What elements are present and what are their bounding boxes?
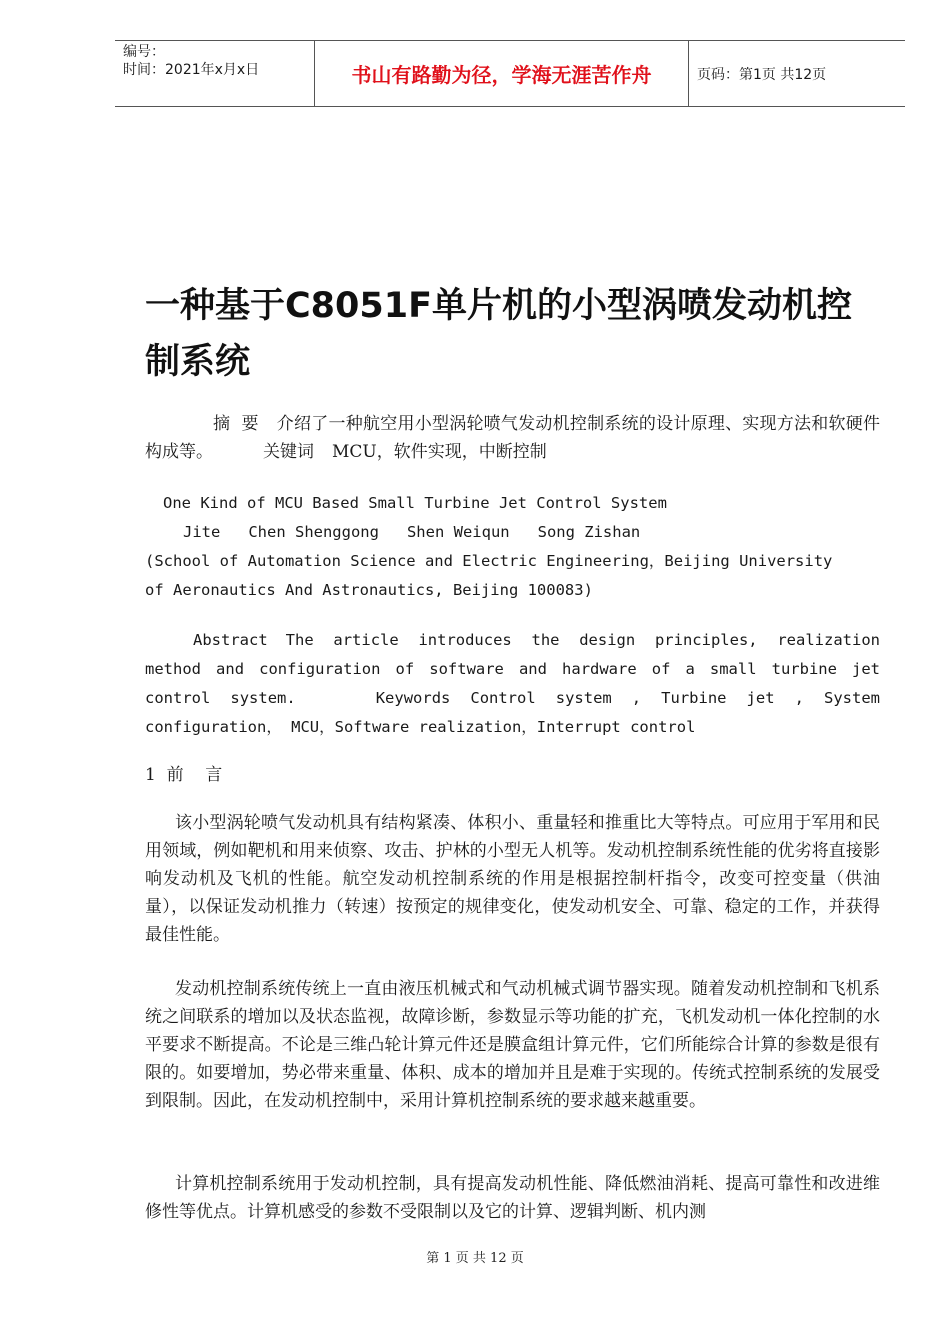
cn-abstract — [145, 410, 880, 466]
page-info: 页码：第1页 共12页 — [697, 66, 827, 83]
cn-abstract-label: 摘 要 — [213, 414, 259, 434]
time-label: 时间：2021年x月x日 — [123, 62, 260, 78]
en-abstract — [145, 626, 880, 742]
paragraph-3: 计算机控制系统用于发动机控制，具有提高发动机性能、降低燃油消耗、提高可靠性和改进维修性等优点。计算机感受的参数不受限制以及它的计算、逻辑判断、机内测 — [145, 1174, 880, 1222]
cn-keywords-label: 关键词 — [263, 442, 314, 462]
header-meta — [115, 41, 315, 106]
en-authors: Jite Chen Shenggong Shen Weiqun Song Zishan — [183, 523, 641, 541]
en-keywords: Control system , Turbine jet , System configuration， MCU，Software realization，Interrupt control — [145, 689, 880, 736]
section-heading: 1 前 言 — [145, 765, 223, 785]
en-keywords-label: Keywords — [375, 689, 451, 707]
header-table — [115, 40, 905, 107]
en-title: One Kind of MCU Based Small Turbine Jet Control System — [163, 494, 667, 512]
serial-label: 编号： — [123, 44, 165, 60]
paragraph-1: 该小型涡轮喷气发动机具有结构紧凑、体积小、重量轻和推重比大等特点。可应用于军用和民用领域，例如靶机和用来侦察、攻击、护林的小型无人机等。发动机控制系统性能的优劣将直接影响发动机及飞机的性能。航空发动机控制系统的作用是根据控制杆指令，改变可控变量（供油量），以保证发动机推力（转速）按预定的规律变化，使发动机安全、可靠、稳定的工作，并获得最佳性能。 — [145, 813, 880, 945]
cn-keywords: MCU，软件实现，中断控制 — [332, 442, 547, 462]
motto: 书山有路勤为径，学海无涯苦作舟 — [315, 41, 689, 106]
document-title: 一种基于C8051F单片机的小型涡喷发动机控制系统 — [145, 286, 853, 382]
en-abstract-text: The article introduces the design principles, realization method and configuration of software and hardware of a small turbine jet control system. — [145, 631, 880, 707]
en-affiliation-line2: of Aeronautics And Astronautics, Beijing 100083) — [145, 581, 593, 599]
cn-abstract-text: 介绍了一种航空用小型涡轮喷气发动机控制系统的设计原理、实现方法和软硬件构成等。 — [145, 414, 881, 462]
paragraph-2: 发动机控制系统传统上一直由液压机械式和气动机械式调节器实现。随着发动机控制和飞机系统之间联系的增加以及状态监视，故障诊断，参数显示等功能的扩充，飞机发动机一体化控制的水平要求不断提高。不论是三维凸轮计算元件还是膜盒组计算元件，它们所能综合计算的参数是很有限的。如要增加，势必带来重量、体积、成本的增加并且是难于实现的。传统式控制系统的发展受到限制。因此，在发动机控制中，采用计算机控制系统的要求越来越重要。 — [145, 979, 880, 1111]
page-footer: 第 1 页 共 12 页 — [426, 1251, 524, 1266]
en-abstract-label: Abstract — [193, 631, 268, 649]
en-affiliation-line1: (School of Automation Science and Electric Engineering，Beijing University — [145, 552, 833, 570]
